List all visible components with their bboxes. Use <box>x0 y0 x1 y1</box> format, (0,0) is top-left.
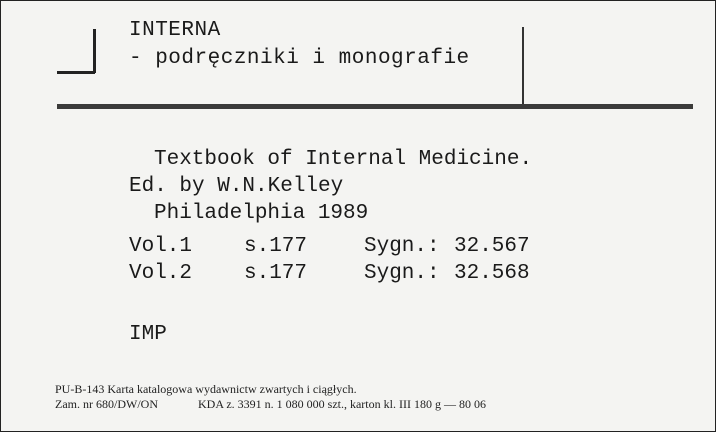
footer-line-2 <box>55 397 486 412</box>
entry-editor: Ed. by W.N.Kelley <box>129 175 344 198</box>
footer-print-info: KDA z. 3391 n. 1 080 000 szt., karton kl. III 180 g — 80 06 <box>197 397 486 411</box>
volume-pages: s.177 <box>244 235 308 258</box>
signature-value: 32.568 <box>454 262 530 285</box>
corner-mark-vertical <box>93 29 96 73</box>
subject-subtitle: - podręczniki i monografie <box>129 47 470 70</box>
bibliographic-entry <box>129 146 532 227</box>
heading-rule <box>57 104 693 109</box>
entry-note: IMP <box>129 323 167 346</box>
signature-label: Sygn.: <box>364 235 440 258</box>
corner-mark-horizontal <box>57 71 95 74</box>
card-footer <box>55 382 486 412</box>
volume-row <box>129 233 530 260</box>
entry-title: Textbook of Internal Medicine. <box>154 148 533 171</box>
footer-order-number: Zam. nr 680/DW/ON <box>55 397 158 411</box>
volume-number: Vol.1 <box>129 235 193 258</box>
volume-row <box>129 260 530 287</box>
entry-imprint: Philadelphia 1989 <box>154 202 369 225</box>
signature-label: Sygn.: <box>364 262 440 285</box>
volume-pages: s.177 <box>244 262 308 285</box>
volume-list <box>129 233 530 287</box>
heading-divider-vertical <box>522 27 524 105</box>
subject-heading <box>129 17 470 73</box>
signature-value: 32.567 <box>454 235 530 258</box>
volume-number: Vol.2 <box>129 262 193 285</box>
footer-line-1: PU-B-143 Karta katalogowa wydawnictw zwartych i ciągłych. <box>55 382 357 396</box>
subject-label: INTERNA <box>129 19 221 42</box>
